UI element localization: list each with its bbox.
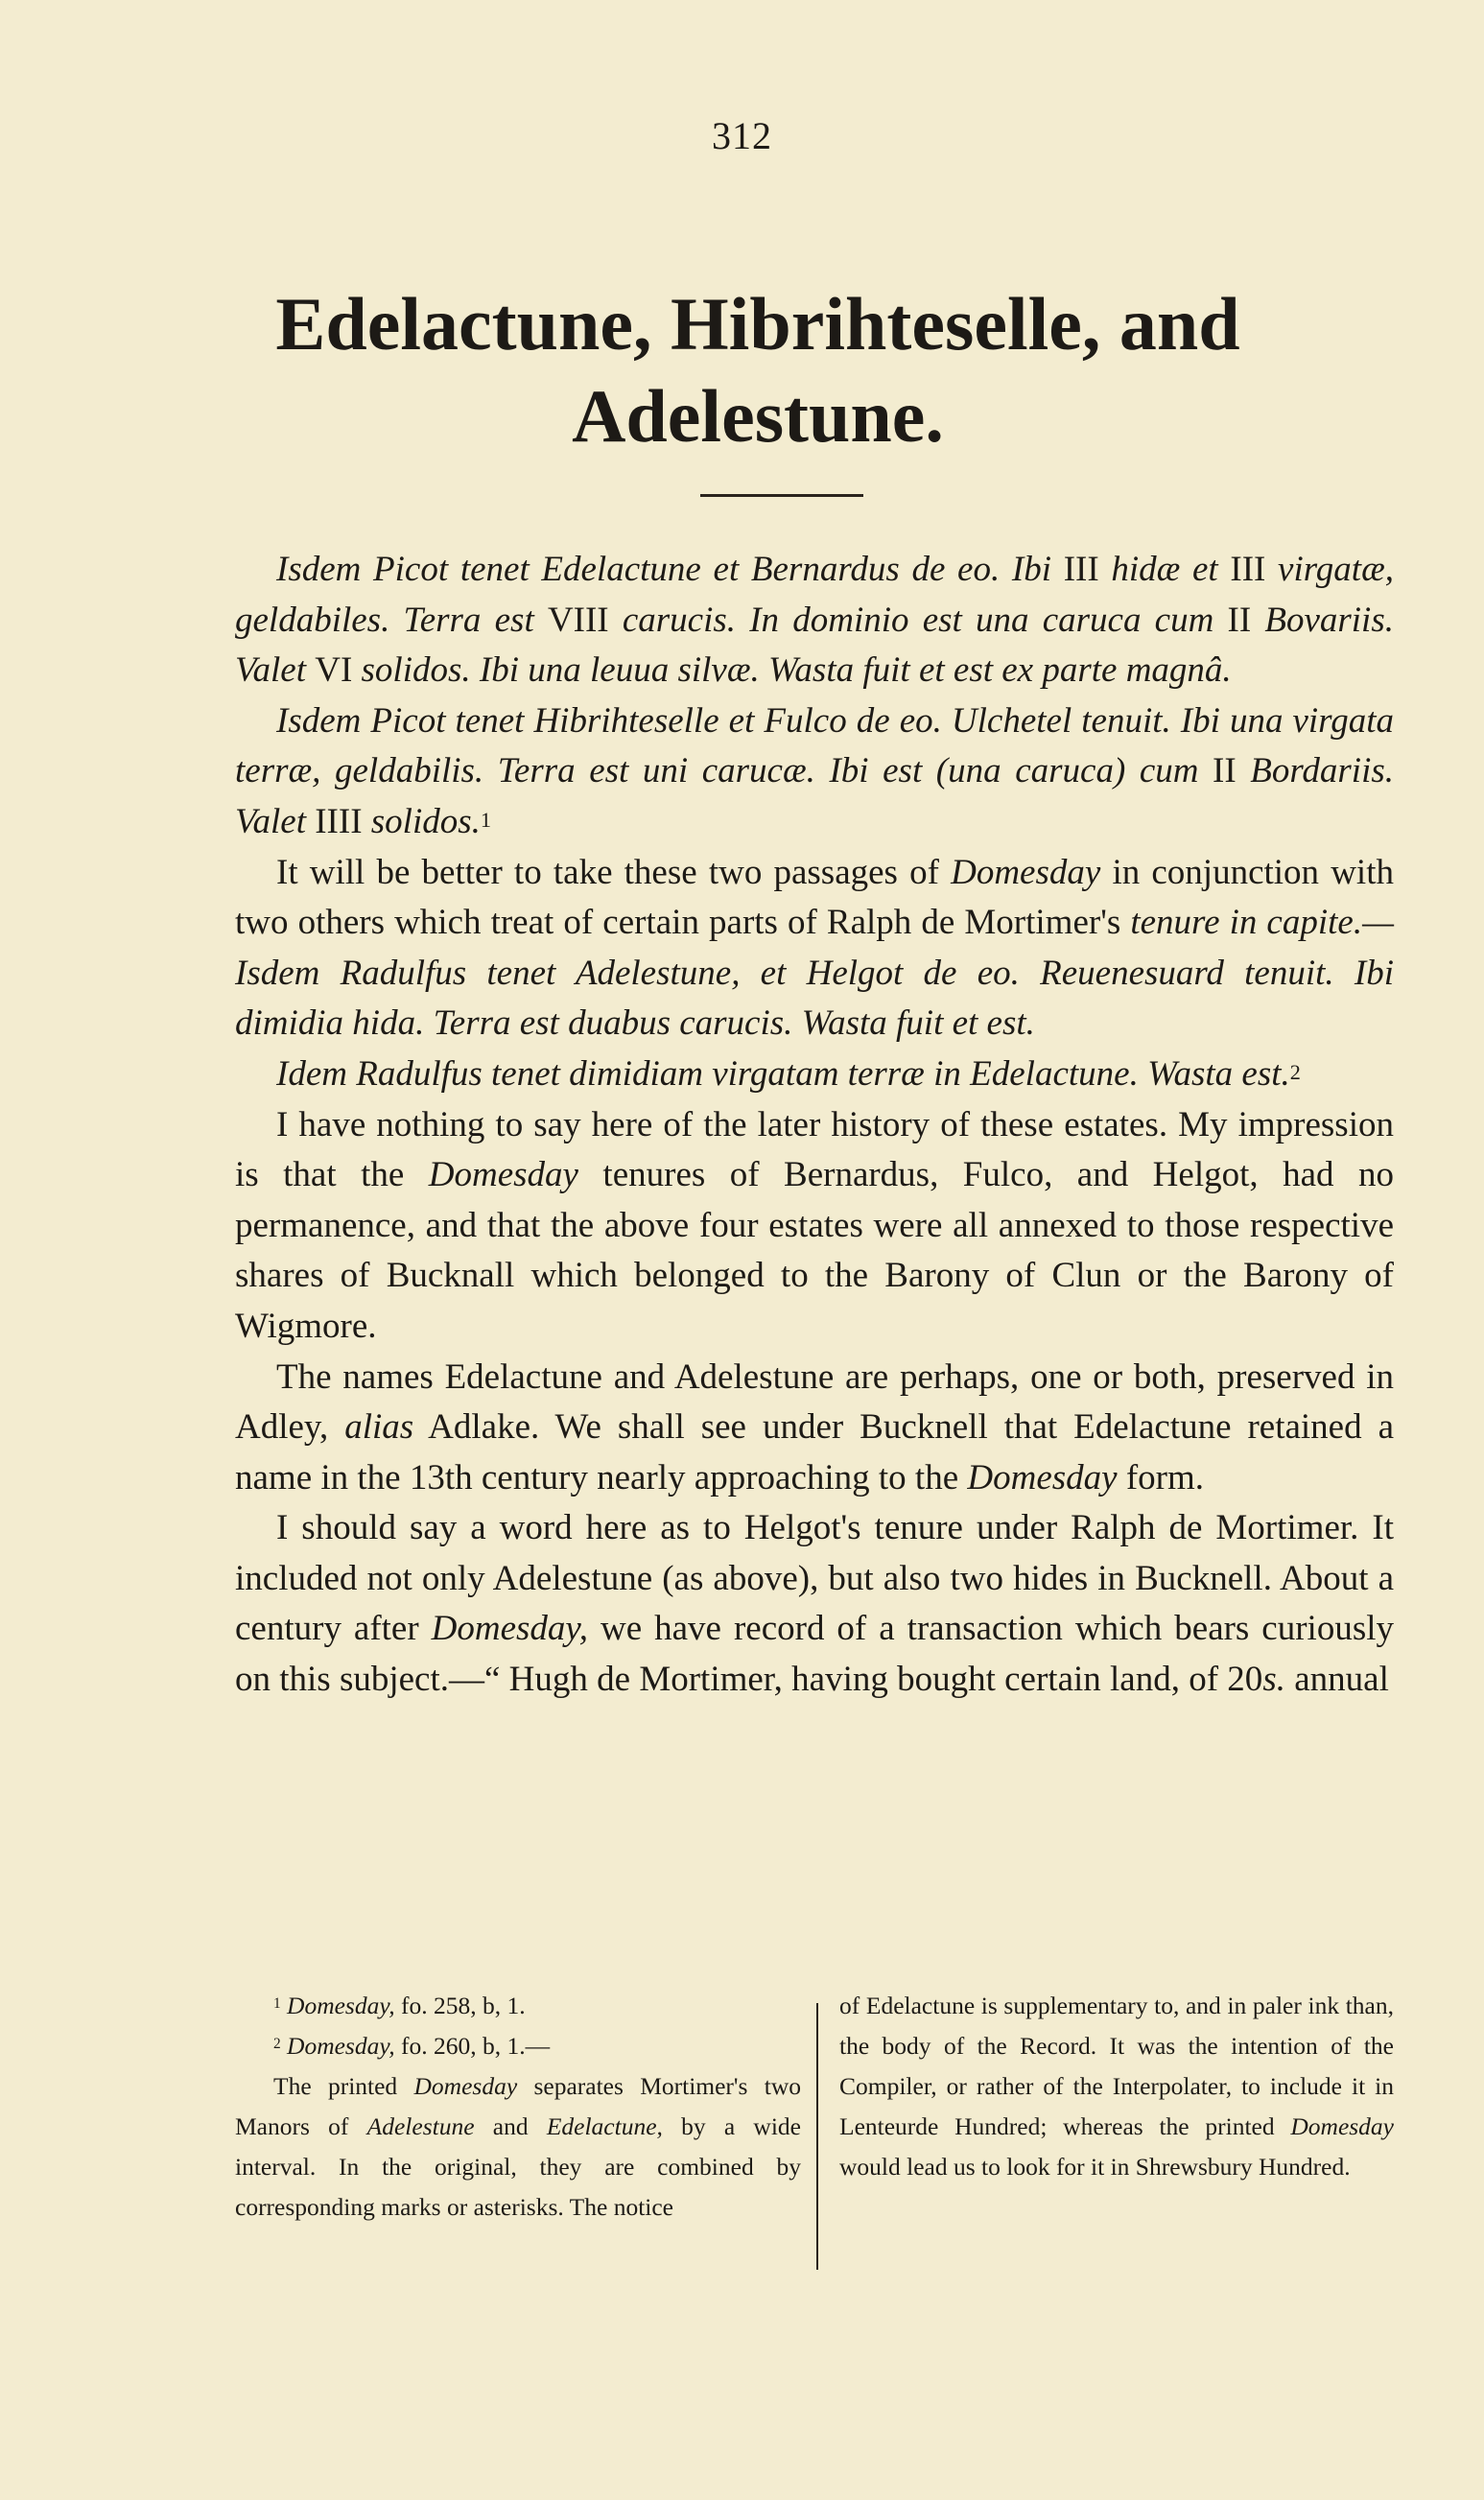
text-run: II [1213, 751, 1237, 791]
text-run: would lead us to look for it in Shrewsbury Hundred. [839, 2153, 1351, 2181]
text-run: fo. 258, b, 1. [394, 1992, 526, 2019]
text-run: in conjunction with two others which treat of certain parts of Ralph de Mortimer's [235, 852, 1394, 943]
footnote [235, 2026, 801, 2066]
text-run: The names Edelactune and Adelestune are perhaps, one or both, preserved in Adley, [235, 1356, 1394, 1448]
paragraph [235, 545, 1394, 696]
text-run: and [474, 2112, 547, 2140]
text-run: III [1063, 550, 1099, 589]
footnote-column-divider [816, 2003, 818, 2270]
text-run: It will be better to take these two passages of [276, 852, 952, 892]
italic-text: Domesday [413, 2072, 518, 2100]
italic-text: solidos. [362, 801, 481, 841]
footnote [839, 1986, 1394, 2187]
footnote [235, 1986, 801, 2026]
footnote-marker: 2 [1289, 1059, 1301, 1084]
page-number: 312 [712, 114, 772, 157]
paragraph [235, 1050, 1394, 1100]
italic-text: Domesday [1290, 2112, 1394, 2140]
italic-text: Domesday [967, 1457, 1118, 1498]
text-run: The printed [273, 2072, 414, 2100]
italic-text: hidæ et [1098, 550, 1231, 589]
paragraph [235, 1503, 1394, 1705]
text-run: IIII [315, 801, 363, 841]
italic-text: Domesday [428, 1155, 578, 1195]
italic-text: Domesday [951, 852, 1101, 892]
italic-text: virgatæ, geldabiles. Terra est [235, 550, 1394, 640]
text-run: tenures of Bernardus, Fulco, and Helgot, had no permanence, and that the above four estates were all annexed to those respective shares of Bucknall which belonged to the Barony of Clun or the Barony of Wigmore. [235, 1155, 1394, 1346]
text-run: annual [1284, 1660, 1389, 1700]
title-divider [700, 494, 863, 497]
italic-text: Isdem Picot tenet Edelactune et Bernardus de eo. Ibi [276, 550, 1064, 589]
text-run: III [1230, 550, 1266, 589]
text-run: I should say a word here as to Helgot's tenure under Ralph de Mortimer. It included not only Adelestune (as above), but also two hides in Bucknell. About a century after [235, 1508, 1394, 1649]
footnote-marker: 1 [273, 1995, 281, 2013]
text-run: form. [1117, 1457, 1205, 1498]
text-run: Adlake. We shall see under Bucknell that Edelactune retained a name in the 13th century nearly approaching to the [235, 1407, 1394, 1498]
footnotes-column-left [235, 1986, 801, 2228]
italic-text: Adelestune [366, 2112, 475, 2140]
main-text [235, 545, 1394, 1706]
italic-text: Domesday, [287, 1992, 395, 2019]
text-run: separates Mortimer's two Manors of [235, 2072, 802, 2140]
italic-text: Domesday, [431, 1609, 589, 1649]
italic-text: Idem Radulfus tenet dimidiam virgatam terræ in Edelactune. Wasta est. [276, 1053, 1290, 1094]
italic-text: Bordariis. Valet [235, 751, 1395, 841]
footnotes-column-right [839, 1986, 1394, 2187]
italic-text: alias [344, 1407, 414, 1448]
footnotes [235, 1986, 1394, 2274]
paragraph [235, 1353, 1394, 1504]
italic-text: Edelactune, [546, 2112, 663, 2140]
italic-text: carucis. In dominio est una caruca cum [608, 600, 1228, 640]
italic-text: Isdem Picot tenet Hibrihteselle et Fulco de eo. Ulchetel tenuit. Ibi una virgata terræ, geldabilis. Terra est uni carucæ. Ibi est (una caruca) cum [235, 700, 1394, 791]
italic-text: Bovariis. Valet [235, 600, 1394, 691]
footnote-marker: 2 [273, 2036, 281, 2053]
chapter-title: Edelactune, Hibrihteselle, and Adelestune. [275, 282, 1240, 458]
paragraph [235, 1100, 1394, 1353]
text-run: VI [315, 650, 353, 691]
text-run: of Edelactune is supplementary to, and in paler ink than, the body of the Record. It was the intention of the Compiler, or rather of the Interpolater, to include it in Lenteurde Hundred; whereas the printed [839, 1992, 1394, 2140]
paragraph [235, 848, 1394, 1050]
text-run: VIII [547, 600, 609, 640]
paragraph [235, 696, 1394, 848]
footnote-marker: 1 [480, 807, 491, 832]
text-run: we have record of a transaction which bears curiously on this subject.—“ Hugh de Mortimer, having bought certain land, of 20 [235, 1609, 1395, 1700]
italic-text: tenure in capite.—Isdem Radulfus tenet Adelestune, et Helgot de eo. Reuenesuard tenuit. Ibi dimidia hida. Terra est duabus carucis. Wasta fuit et est. [235, 903, 1394, 1044]
text-run: II [1227, 600, 1252, 640]
italic-text: Domesday, [287, 2032, 395, 2060]
text-run: by a wide interval. In the original, they are combined by corresponding marks or asterisks. The notice [235, 2112, 801, 2221]
italic-text: s. [1262, 1660, 1285, 1700]
footnote [235, 2066, 801, 2228]
text-run: I have nothing to say here of the later history of these estates. My impression is that the [235, 1104, 1394, 1195]
italic-text: solidos. Ibi una leuua silvæ. Wasta fuit et est ex parte magnâ. [352, 650, 1232, 691]
text-run: fo. 260, b, 1.— [394, 2032, 551, 2060]
